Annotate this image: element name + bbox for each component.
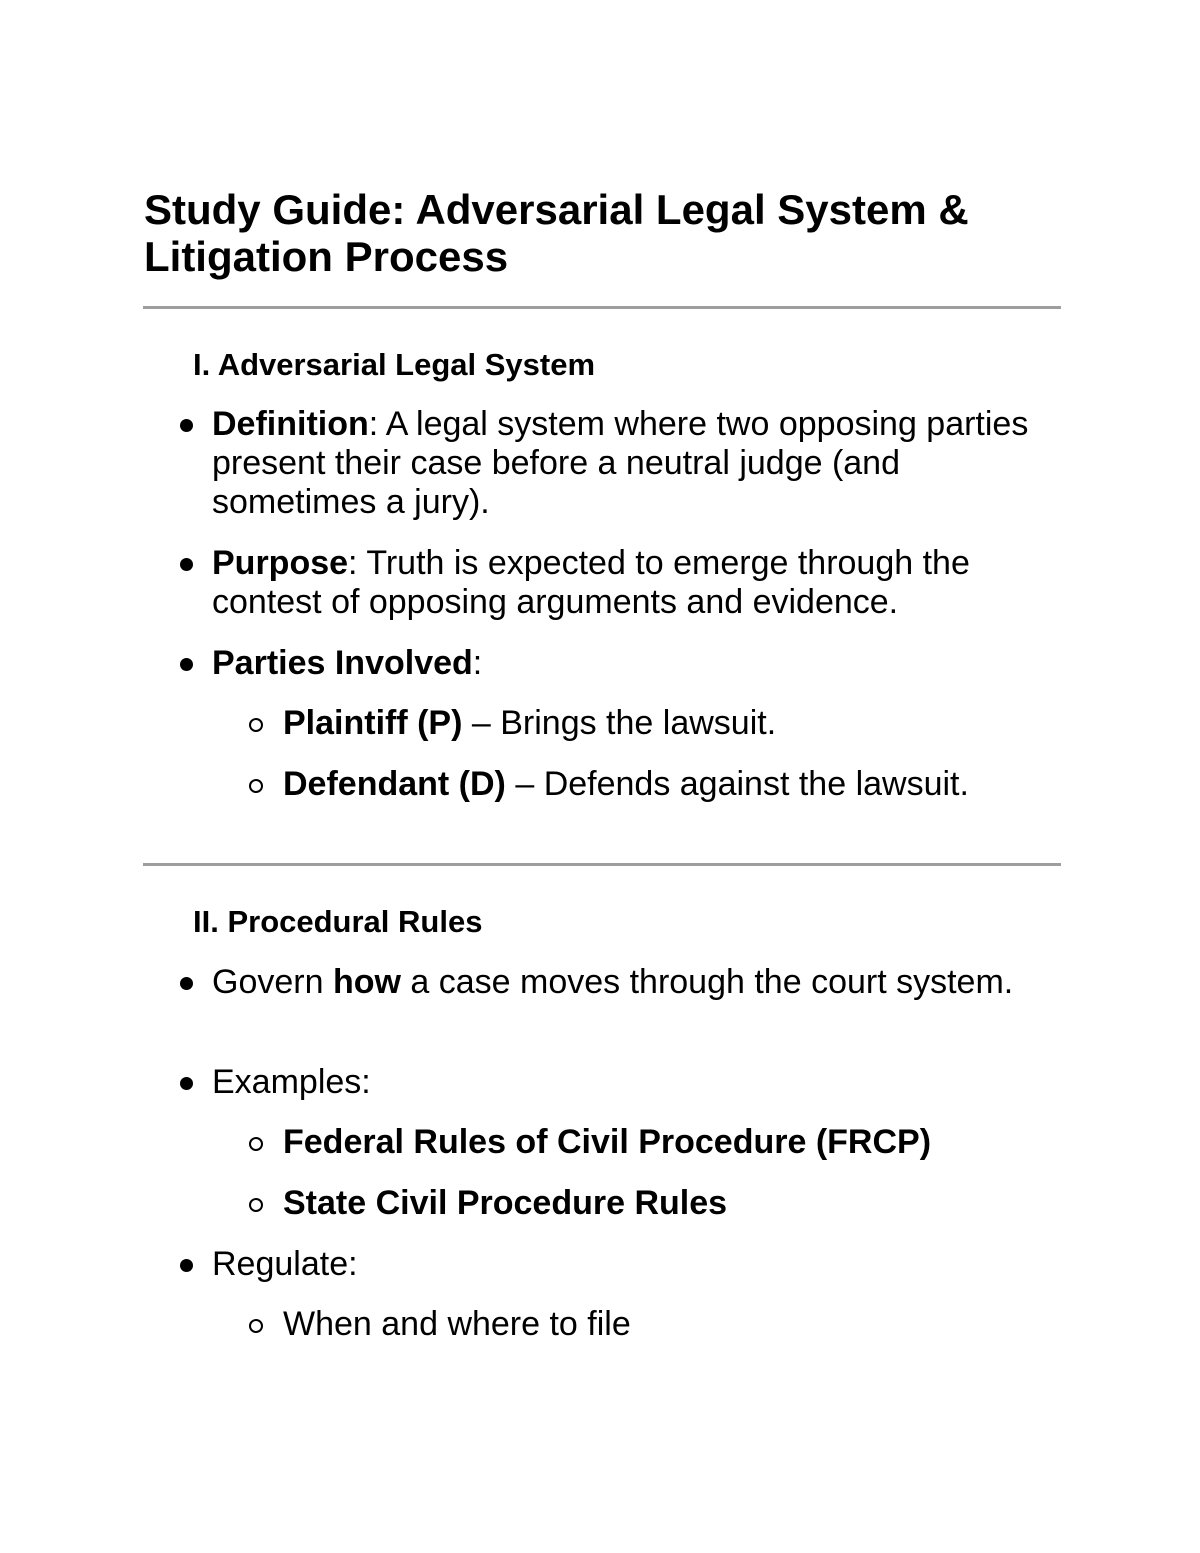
bullet-icon	[180, 1259, 193, 1272]
list-item-examples	[212, 1063, 1062, 1102]
list-item-definition	[212, 405, 1062, 522]
divider	[143, 306, 1061, 309]
list-item-purpose	[212, 544, 1062, 622]
term-definition: Definition	[212, 405, 369, 443]
page-title: Study Guide: Adversarial Legal System & Litigation Process	[144, 186, 969, 280]
parties-text: :	[472, 644, 483, 682]
sub-list-item-when-where	[283, 1305, 1083, 1344]
list-item-regulate	[212, 1245, 1062, 1284]
defendant-text: – Defends against the lawsuit.	[505, 765, 969, 803]
sub-bullet-icon	[249, 1319, 263, 1333]
bullet-icon	[180, 558, 193, 571]
sub-bullet-icon	[249, 1198, 263, 1212]
plaintiff-text: – Brings the lawsuit.	[462, 704, 777, 742]
example-frcp: Federal Rules of Civil Procedure (FRCP)	[283, 1123, 932, 1161]
divider	[143, 863, 1061, 866]
sub-list-item-frcp	[283, 1123, 1083, 1162]
govern-text-after: a case moves through the court system.	[400, 963, 1014, 1001]
term-plaintiff: Plaintiff (P)	[283, 704, 463, 742]
section-heading-procedural: II. Procedural Rules	[193, 904, 483, 939]
govern-bold: how	[332, 963, 401, 1001]
sub-bullet-icon	[249, 718, 263, 732]
term-defendant: Defendant (D)	[283, 765, 506, 803]
list-item-parties	[212, 644, 1062, 683]
sub-bullet-icon	[249, 1137, 263, 1151]
sub-bullet-icon	[249, 779, 263, 793]
bullet-icon	[180, 419, 193, 432]
list-item-govern	[212, 963, 1062, 1002]
term-parties: Parties Involved	[212, 644, 473, 682]
sub-list-item-plaintiff	[283, 704, 1083, 743]
examples-label: Examples:	[212, 1063, 371, 1101]
sub-list-item-defendant	[283, 765, 1083, 804]
section-heading-adversarial: I. Adversarial Legal System	[193, 347, 596, 382]
definition-text: : A legal system where two opposing parties present their case before a neutral judge (and sometimes a jury).	[212, 405, 1029, 521]
bullet-icon	[180, 1077, 193, 1090]
term-purpose: Purpose	[212, 544, 349, 582]
govern-text-before: Govern	[212, 963, 333, 1001]
bullet-icon	[180, 658, 193, 671]
regulate-when-where: When and where to file	[283, 1305, 631, 1343]
bullet-icon	[180, 977, 193, 990]
regulate-label: Regulate:	[212, 1245, 358, 1283]
example-state-rules: State Civil Procedure Rules	[283, 1184, 728, 1222]
purpose-text: : Truth is expected to emerge through the contest of opposing arguments and evidence.	[212, 544, 970, 621]
sub-list-item-state-rules	[283, 1184, 1083, 1223]
